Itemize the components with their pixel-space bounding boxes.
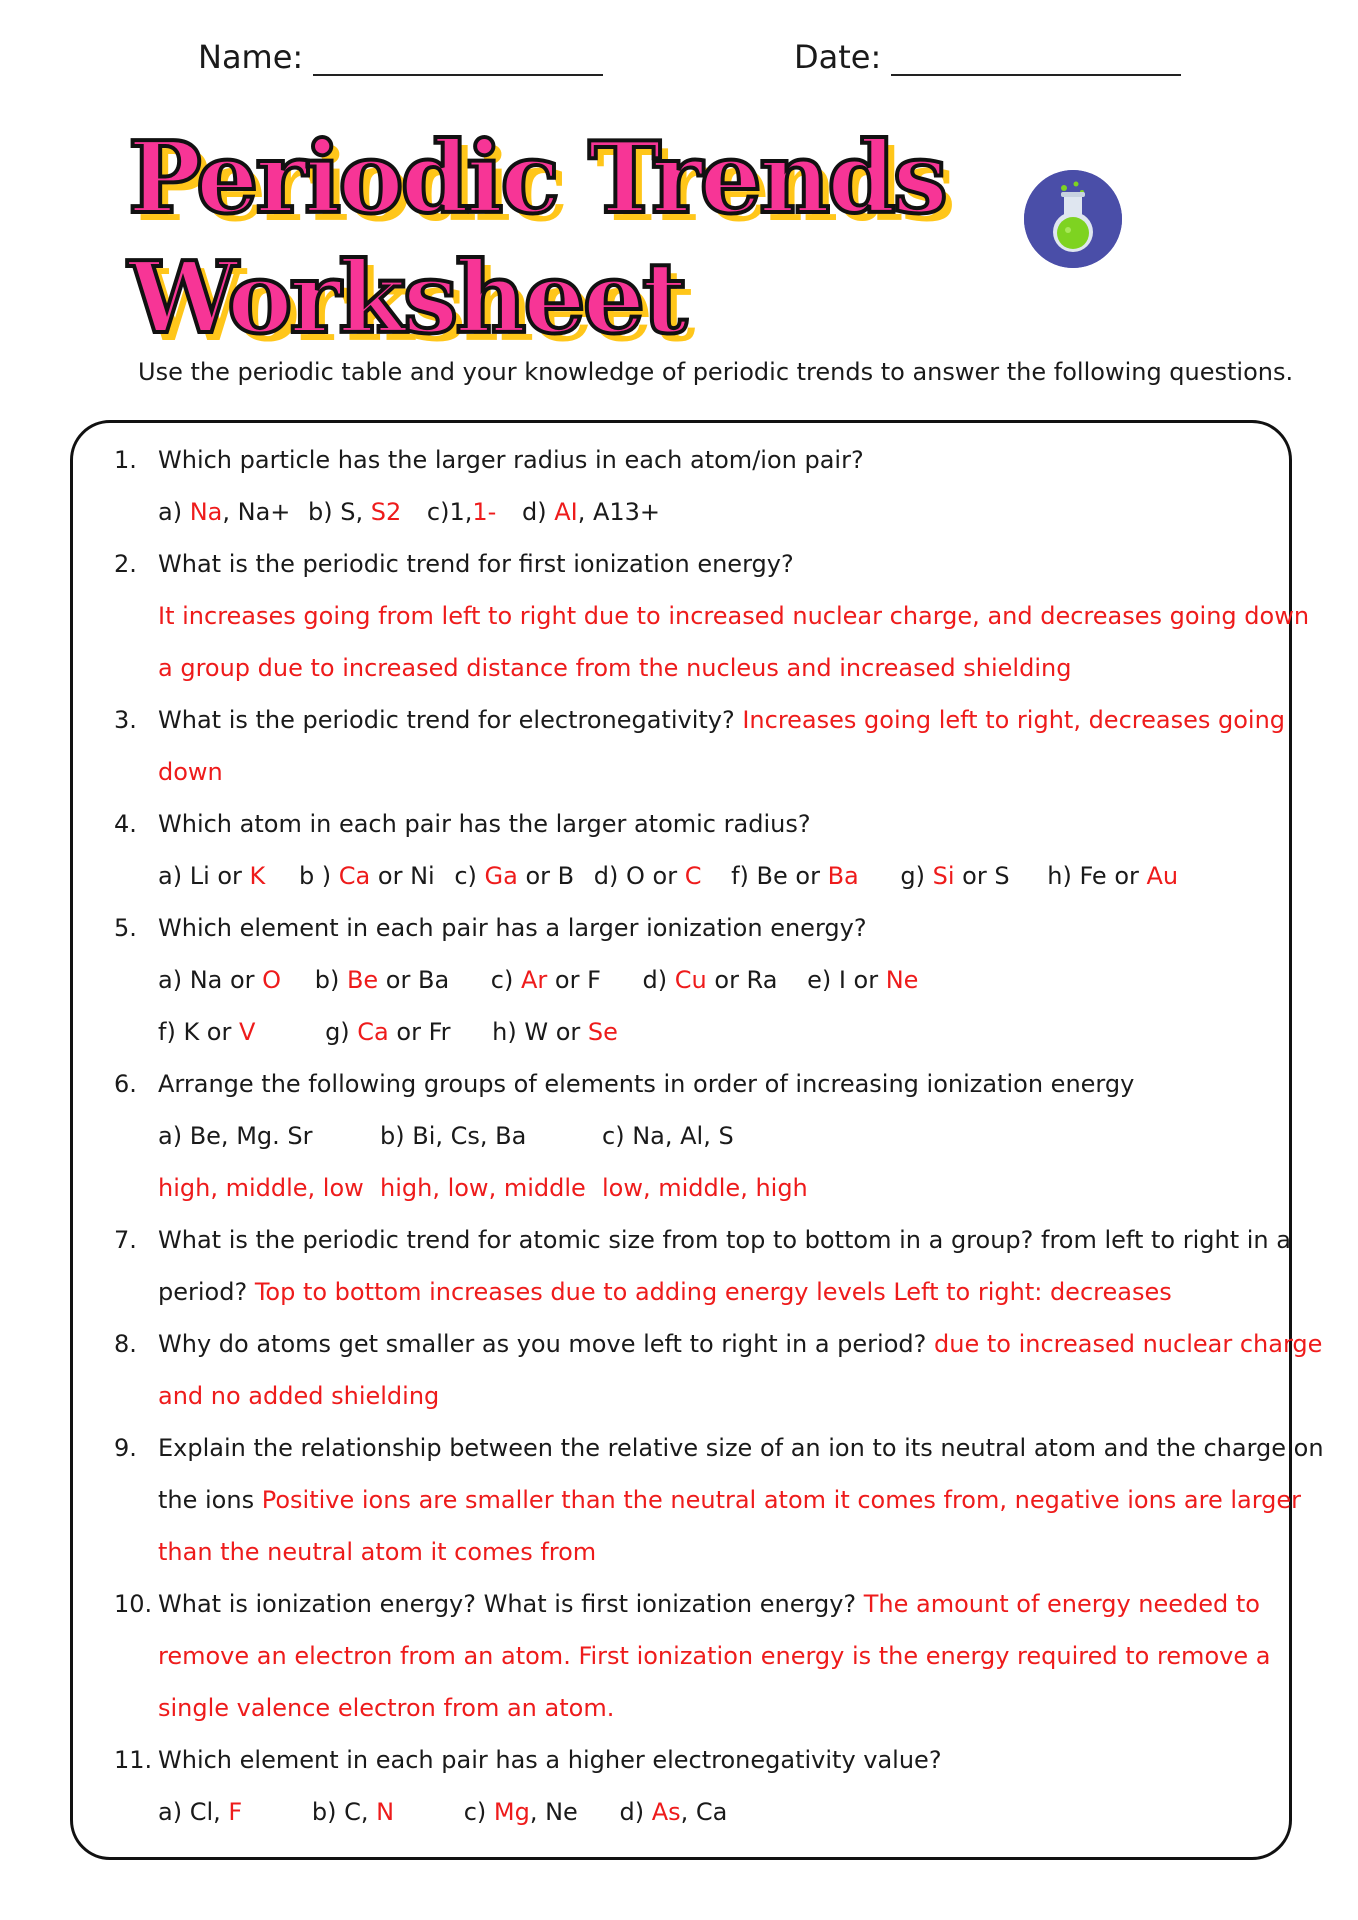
q5-h-answer: Se [587,1018,618,1046]
q5-f-answer: V [239,1018,256,1046]
q8-number: 8. [114,1330,137,1358]
q5-a: a) Na or [158,966,263,994]
q5-e: e) I or [807,966,886,994]
q6-a: a) Be, Mg. Sr [158,1122,313,1150]
q11-text: Which element in each pair has a higher electronegativity value? [158,1746,942,1774]
q4-h: h) Fe or [1047,862,1147,890]
q5-f: f) K or [158,1018,239,1046]
q5-g-answer: Ca [357,1018,389,1046]
q2-text: What is the periodic trend for first ionization energy? [158,550,794,578]
q9-line-2 [158,1486,1301,1514]
q5-e-answer: Ne [885,966,919,994]
q11-d-rest: , Ca [680,1798,728,1826]
q5-options-2 [158,1018,618,1046]
q11-a-answer: F [228,1798,243,1826]
q4-options [158,862,1178,890]
q9-number: 9. [114,1434,137,1462]
q5-b: b) [314,966,347,994]
worksheet-title [128,120,945,360]
flask-badge [1024,170,1122,268]
q7-answer: Top to bottom increases due to adding energy levels Left to right: decreases [254,1278,1172,1306]
q2-answer-line-2: a group due to increased distance from the nucleus and increased shielding [158,654,1072,682]
q4-g: g) [900,862,933,890]
q1-b-label: b) S, [308,498,371,526]
q10-answer-1: The amount of energy needed to [863,1590,1260,1618]
q4-f-answer: Ba [827,862,859,890]
q11-b-answer: N [376,1798,395,1826]
q4-c-answer: Ga [484,862,518,890]
q5-b-answer: Be [346,966,379,994]
q1-a-rest: , Na+ [222,498,291,526]
q5-text: Which element in each pair has a larger ionization energy? [158,914,867,942]
q3-text: What is the periodic trend for electronegativity? [158,706,743,734]
q11-number: 11. [114,1746,153,1774]
header-row [0,30,1358,80]
q3-line-1 [158,706,1285,734]
q4-g-rest: or S [954,862,1010,890]
q11-a: a) Cl, [158,1798,229,1826]
q4-text: Which atom in each pair has the larger atomic radius? [158,810,811,838]
q5-c-answer: Ar [520,966,548,994]
q4-d-answer: C [684,862,702,890]
q5-number: 5. [114,914,137,942]
q4-h-answer: Au [1146,862,1179,890]
q1-b-answer: S2 [370,498,402,526]
q2-number: 2. [114,550,137,578]
q4-b-answer: Ca [338,862,371,890]
q1-text: Which particle has the larger radius in each atom/ion pair? [158,446,864,474]
q9-answer-1: Positive ions are smaller than the neutral atom it comes from, negative ions are larger [261,1486,1302,1514]
q11-options [158,1798,727,1826]
q6-number: 6. [114,1070,137,1098]
q7-text-1: What is the periodic trend for atomic size from top to bottom in a group? from left to right in a [158,1226,1291,1254]
q10-line-1 [158,1590,1260,1618]
q11-c: c) [463,1798,494,1826]
q3-number: 3. [114,706,137,734]
q5-d: d) [642,966,675,994]
instructions: Use the periodic table and your knowledge of periodic trends to answer the following questions. [138,358,1294,386]
date-line[interactable] [891,74,1181,76]
q4-b-rest: or Ni [370,862,435,890]
q6-b: b) Bi, Cs, Ba [380,1122,527,1150]
q4-c-rest: or B [517,862,575,890]
q1-d-label: d) [521,498,555,526]
q6-b-answer: high, low, middle [380,1174,586,1202]
q7-line-2 [158,1278,1172,1306]
q1-a-label: a) [158,498,190,526]
q5-a-answer: O [262,966,282,994]
q1-d-answer: AI [554,498,578,526]
q4-number: 4. [114,810,137,838]
name-field[interactable] [198,38,603,76]
title-line-2: Worksheet [128,241,685,356]
q3-answer-2: down [158,758,223,786]
q4-a: a) Li or [158,862,250,890]
q5-c-rest: or F [547,966,601,994]
q1-number: 1. [114,446,137,474]
flask-icon [1024,170,1122,268]
q6-c: c) Na, Al, S [602,1122,734,1150]
q10-number: 10. [114,1590,153,1618]
date-label: Date: [794,38,882,76]
q5-g-rest: or Fr [388,1018,451,1046]
q4-g-answer: Si [932,862,955,890]
q2-answer-line-1: It increases going from left to right due to increased nuclear charge, and decreases going down [158,602,1310,630]
q6-text: Arrange the following groups of elements in order of increasing ionization energy [158,1070,1135,1098]
q9-answer-2: than the neutral atom it comes from [158,1538,597,1566]
q4-a-answer: K [249,862,266,890]
q1-c-answer: 1- [472,498,497,526]
date-field[interactable] [794,38,1181,76]
q9-text-2: the ions [158,1486,262,1514]
q10-text: What is ionization energy? What is first ionization energy? [158,1590,864,1618]
q11-c-rest: , Ne [529,1798,578,1826]
q5-g: g) [325,1018,358,1046]
q5-h: h) W or [492,1018,588,1046]
q5-b-rest: or Ba [378,966,450,994]
q4-f: f) Be or [731,862,828,890]
q5-c: c) [490,966,521,994]
q3-answer-1: Increases going left to right, decreases going [742,706,1286,734]
q11-b: b) C, [311,1798,377,1826]
name-line[interactable] [313,74,603,76]
q5-options-1 [158,966,918,994]
q6-a-answer: high, middle, low [158,1174,364,1202]
q1-c-label: c)1, [426,498,473,526]
q11-d-answer: As [651,1798,681,1826]
title-line-1: Periodic Trends [128,121,945,236]
q10-answer-2: remove an electron from an atom. First ionization energy is the energy required to remove a [158,1642,1271,1670]
q8-line-1 [158,1330,1322,1358]
q4-c: c) [454,862,485,890]
q9-text-1: Explain the relationship between the relative size of an ion to its neutral atom and the charge on [158,1434,1324,1462]
q8-answer-2: and no added shielding [158,1382,440,1410]
q1-a-answer: Na [189,498,223,526]
q7-number: 7. [114,1226,137,1254]
name-label: Name: [198,38,304,76]
q1-d-rest: , A13+ [577,498,661,526]
q6-c-answer: low, middle, high [602,1174,808,1202]
q11-d: d) [619,1798,652,1826]
q8-answer-1: due to increased nuclear charge [934,1330,1323,1358]
q4-b: b ) [298,862,339,890]
q1-options [158,498,660,526]
q5-d-rest: or Ra [706,966,778,994]
q8-text: Why do atoms get smaller as you move left to right in a period? [158,1330,934,1358]
q4-d: d) O or [593,862,685,890]
q10-answer-3: single valence electron from an atom. [158,1694,615,1722]
q11-c-answer: Mg [493,1798,530,1826]
q5-d-answer: Cu [674,966,707,994]
q7-text-2: period? [158,1278,255,1306]
